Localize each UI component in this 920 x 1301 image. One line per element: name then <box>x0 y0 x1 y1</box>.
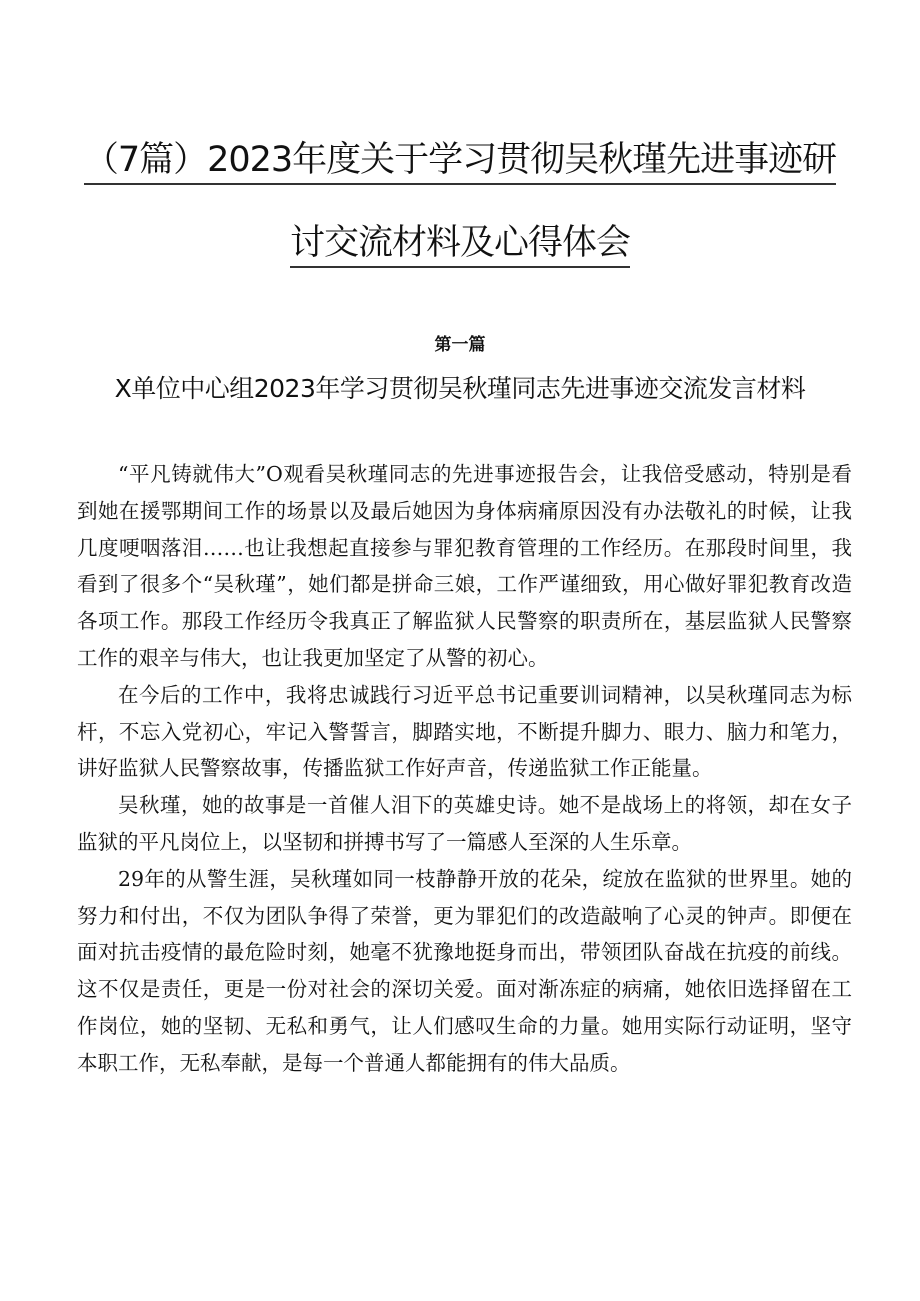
paragraph-4: 29年的从警生涯，吴秋瑾如同一枝静静开放的花朵，绽放在监狱的世界里。她的努力和付出，不仅为团队争得了荣誉，更为罪犯们的改造敲响了心灵的钟声。即便在面对抗击疫情的最危险时刻，她毫不犹豫地挺身而出，带领团队奋战在抗疫的前线。这不仅是责任，更是一份对社会的深切关爱。面对渐冻症的病痛，她依旧选择留在工作岗位，她的坚韧、无私和勇气，让人们感叹生命的力量。她用实际行动证明，坚守本职工作，无私奉献，是每一个普通人都能拥有的伟大品质。 <box>77 866 852 1075</box>
paragraph-2: 在今后的工作中，我将忠诚践行习近平总书记重要训词精神，以吴秋瑾同志为标杆，不忘入党初心，牢记入警誓言，脚踏实地，不断提升脚力、眼力、脑力和笔力，讲好监狱人民警察故事，传播监狱工作好声音，传递监狱工作正能量。 <box>77 682 852 781</box>
paragraph-3: 吴秋瑾，她的故事是一首催人泪下的英雄史诗。她不是战场上的将领，却在女子监狱的平凡岗位上，以坚韧和拼搏书写了一篇感人至深的人生乐章。 <box>77 793 852 854</box>
section-subtitle: X单位中心组2023年学习贯彻吴秋瑾同志先进事迹交流发言材料 <box>114 374 806 403</box>
document-title-line-1-text: （7篇）2023年度关于学习贯彻吴秋瑾先进事迹研 <box>84 140 836 185</box>
document-title-line-2-text: 讨交流材料及心得体会 <box>290 223 630 268</box>
document-title-line-2 <box>60 220 860 266</box>
document-body <box>77 456 852 1082</box>
chapter-label: 第一篇 <box>434 335 486 355</box>
document-title-line-1 <box>60 137 860 183</box>
paragraph-1: “平凡铸就伟大”O观看吴秋瑾同志的先进事迹报告会，让我倍受感动，特别是看到她在援鄂期间工作的场景以及最后她因为身体病痛原因没有办法敬礼的时候，让我几度哽咽落泪……也让我想起直接参与罪犯教育管理的工作经历。在那段时间里，我看到了很多个“吴秋瑾”，她们都是拼命三娘，工作严谨细致，用心做好罪犯教育改造各项工作。那段工作经历令我真正了解监狱人民警察的职责所在，基层监狱人民警察工作的艰辛与伟大，也让我更加坚定了从警的初心。 <box>77 462 852 670</box>
